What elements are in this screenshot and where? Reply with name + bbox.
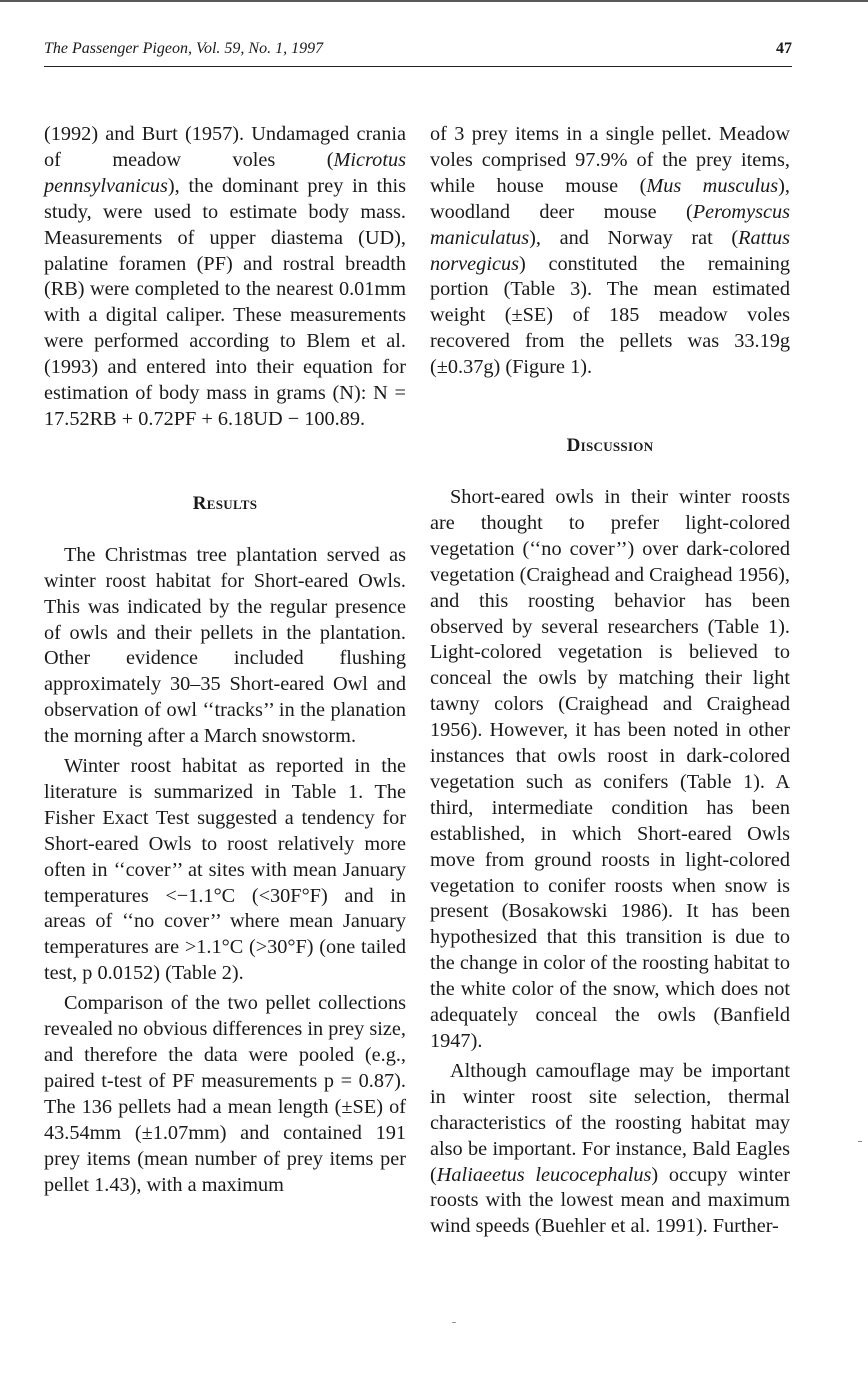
text-run: ) constituted the remaining portion (Table 3). The mean estimated weight (±SE) of 185 meadow voles recovered from the pellets was 33.19g (±0.37g) (Figure 1). — [430, 252, 790, 379]
text-run: ) occupy winter roosts with the lowest mean and maximum wind speeds (Buehler et al. 1991). Further- — [430, 1163, 790, 1238]
top-border-rule — [0, 0, 868, 2]
spacer — [44, 517, 406, 543]
journal-citation: The Passenger Pigeon, Vol. 59, No. 1, 1997 — [44, 40, 324, 57]
text-run: ), and Norway rat ( — [529, 226, 739, 249]
right-column — [430, 122, 790, 1240]
results-paragraph-2: Winter roost habitat as reported in the literature is summarized in Table 1. The Fisher Exact Test suggested a tendency for Short-eared Owls to roost relatively more often in ‘‘cover’’ at sites with mean January temperatures <−1.1°C (<30F°F) and in areas of ‘‘no cover’’ where mean January temperatures are >1.1°C (>30°F) (one tailed test, p 0.0152) (Table 2). — [44, 755, 406, 985]
species-name: Rattus norvegicus — [430, 226, 790, 275]
text-run: ), the dominant prey in this study, were used to estimate body mass. Measurements of upper diastema (UD), palatine foramen (PF) and rostral breadth (RB) were completed to the nearest 0.01mm with a digital caliper. These measurements were performed according to Blem et al. (1993) and entered into their equation for estimation of body mass in grams (N): N = 17.52RB + 0.72PF + 6.18UD − 100.89. — [44, 174, 406, 430]
page-number: 47 — [776, 40, 792, 57]
discussion-paragraph-2 — [430, 1059, 790, 1240]
margin-mark — [858, 1141, 862, 1142]
results-continuation-paragraph — [430, 122, 790, 381]
spacer — [430, 381, 790, 433]
spacer — [44, 433, 406, 491]
header-rule — [44, 66, 792, 67]
species-name: Mus musculus — [646, 174, 779, 197]
discussion-heading: Discussion — [566, 435, 654, 457]
species-name: Microtus pennsylvanicus — [44, 148, 406, 197]
text-run: ), woodland deer mouse ( — [430, 174, 790, 223]
text-run: (1992) and Burt (1957). Undamaged crania of meadow voles ( — [44, 123, 406, 171]
spacer — [430, 459, 790, 485]
results-heading: Results — [192, 492, 258, 514]
text-run: Although camouflage may be important in winter roost site selection, thermal characteristics of the roosting habitat may also be important. For instance, Bald Eagles ( — [430, 1059, 790, 1186]
methods-continuation-paragraph — [44, 122, 406, 433]
results-paragraph-1: The Christmas tree plantation served as winter roost habitat for Short-eared Owls. This was indicated by the regular presence of owls and their pellets in the plantation. Other evidence included flushing approximately 30–35 Short-eared Owl and observation of owl ‘‘tracks’’ in the planation the morning after a March snowstorm. — [44, 543, 406, 748]
margin-mark — [452, 1322, 456, 1323]
running-header — [44, 40, 792, 62]
results-paragraph-3: Comparison of the two pellet collections revealed no obvious differences in prey size, and therefore the data were pooled (e.g., paired t-test of PF measurements p = 0.87). The 136 pellets had a mean length (±SE) of 43.54mm (±1.07mm) and contained 191 prey items (mean number of prey items per pellet 1.43), with a maximum — [44, 992, 406, 1196]
species-name: Peromyscus maniculatus — [430, 200, 790, 249]
species-name: Haliaeetus leucocephalus — [436, 1163, 652, 1186]
left-column — [44, 122, 406, 1198]
discussion-paragraph-1: Short-eared owls in their winter roosts are thought to prefer light-colored vegetation (‘‘no cover’’) over dark-colored vegetation (Craighead and Craighead 1956), and this roosting behavior has been observed by several researchers (Table 1). Light-colored vegetation is believed to conceal the owls by matching their light tawny colors (Craighead and Craighead 1956). However, it has been noted in other instances that owls roost in dark-colored vegetation such as conifers (Table 1). A third, intermediate condition has been established, in which Short-eared Owls move from ground roosts in light-colored vegetation to conifer roosts when snow is present (Bosakowski 1986). It has been hypothesized that this transition is due to the change in color of the roosting habitat to the white color of the snow, which does not adequately conceal the owls (Banfield 1947). — [430, 485, 790, 1052]
text-run: of 3 prey items in a single pellet. Meadow voles comprised 97.9% of the prey items, while house mouse ( — [430, 123, 790, 197]
